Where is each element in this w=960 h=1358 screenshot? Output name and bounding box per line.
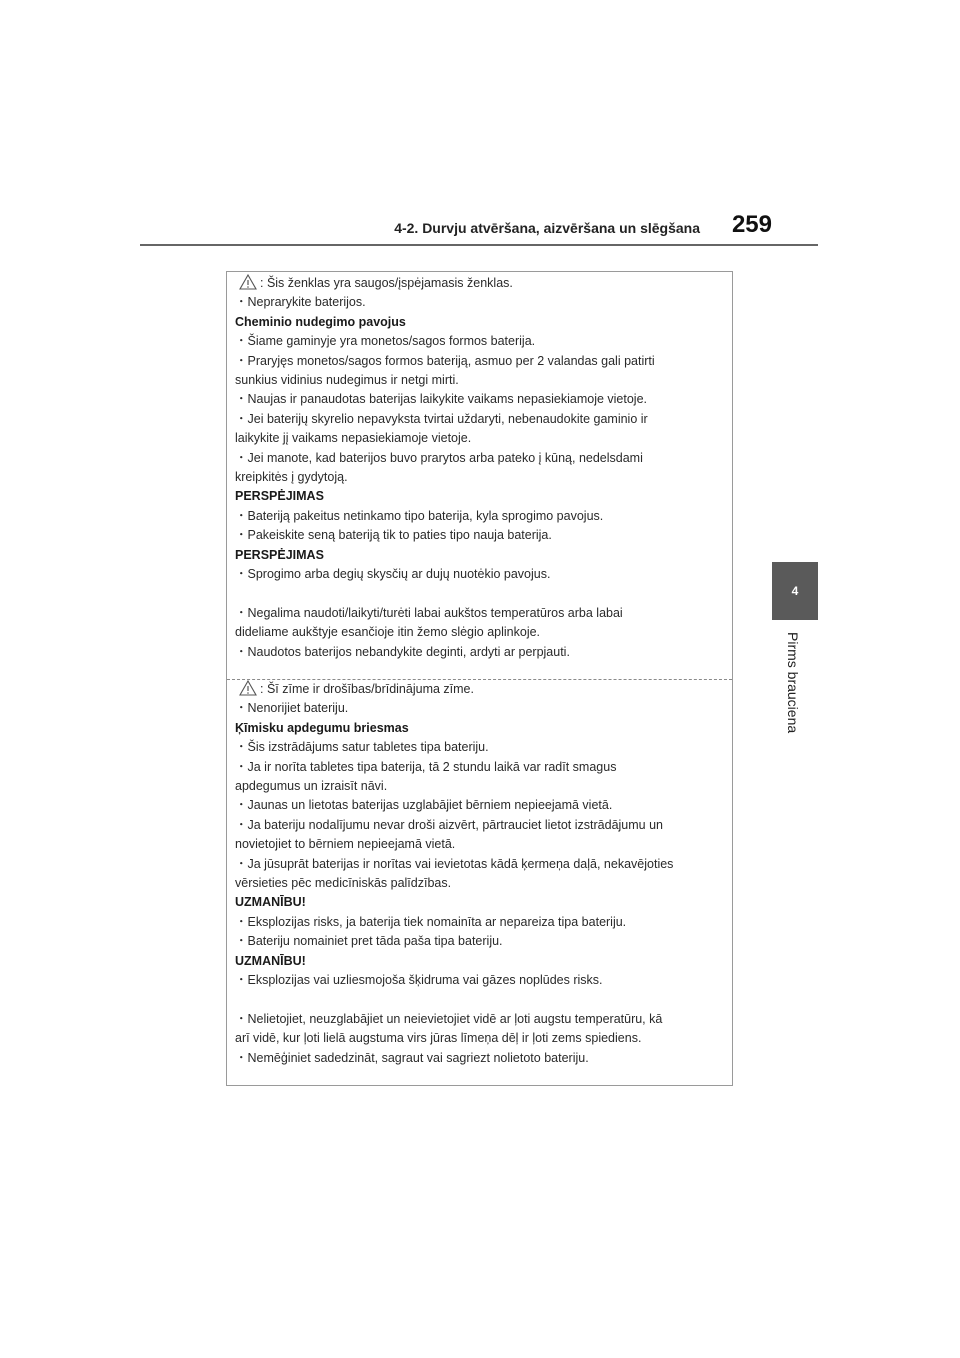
warning-block-lithuanian xyxy=(235,274,726,662)
warning-line-lv-4: ・Ja ir norīta tabletes tipa baterija, tā 2 stundu laikā var radīt smagus xyxy=(235,759,617,774)
warning-line-lt-0: : Šis ženklas yra saugos/įspėjamasis ženklas. xyxy=(235,274,726,293)
warning-line-lv-11: UZMANĪBU! xyxy=(235,895,306,910)
warning-line-lv-2: Ķīmisku apdegumu briesmas xyxy=(235,720,409,735)
warning-line-lt-8: laikykite jį vaikams nepasiekiamoje vietoje. xyxy=(235,431,472,446)
warning-line-lv-1: ・Nenorijiet bateriju. xyxy=(235,701,349,716)
warning-line-lt-18: ・Naudotos baterijos nebandykite deginti, ardyti ar perpjauti. xyxy=(235,644,570,659)
warning-line-lt-2: Cheminio nudegimo pavojus xyxy=(235,314,406,329)
warning-line-lt-13: ・Pakeiskite seną bateriją tik to paties tipo nauja baterija. xyxy=(235,528,552,543)
chapter-side-label xyxy=(783,632,803,742)
warning-line-lv-6: ・Jaunas un lietotas baterijas uzglabājiet bērniem nepieejamā vietā. xyxy=(235,798,613,813)
warning-line-lv-14: UZMANĪBU! xyxy=(235,953,306,968)
warning-line-lv-12: ・Eksplozijas risks, ja baterija tiek nomainīta ar nepareiza tipa bateriju. xyxy=(235,914,627,929)
warning-line-lv-0: : Šī zīme ir drošības/brīdinājuma zīme. xyxy=(235,680,726,699)
section-title: 4-2. Durvju atvēršana, aizvēršana un slēgšana xyxy=(394,220,700,236)
chapter-title: Pirms brauciena xyxy=(785,632,801,734)
warning-line-lt-4: ・Praryjęs monetos/sagos formos bateriją, asmuo per 2 valandas gali patirti xyxy=(235,353,655,368)
warning-line-lv-5: apdegumus un izraisīt nāvi. xyxy=(235,779,388,794)
warning-line-lt-6: ・Naujas ir panaudotas baterijas laikykite vaikams nepasiekiamoje vietoje. xyxy=(235,392,648,407)
warning-line-lt-16: ・Negalima naudoti/laikyti/turėti labai aukštos temperatūros arba labai xyxy=(235,605,623,620)
chapter-tab xyxy=(772,562,818,620)
warning-line-lv-17: arī vidē, kur ļoti lielā augstuma virs jūras līmeņa dēļ ir ļoti zems spiediens. xyxy=(235,1031,642,1046)
warning-line-lt-1: ・Neprarykite baterijos. xyxy=(235,295,366,310)
warning-line-lt-17: dideliame aukštyje esančioje itin žemo slėgio aplinkoje. xyxy=(235,625,541,640)
warning-line-lv-16: ・Nelietojiet, neuzglabājiet un neievietojiet vidē ar ļoti augstu temperatūru, kā xyxy=(235,1011,663,1026)
warning-line-lv-9: ・Ja jūsuprāt baterijas ir norītas vai ievietotas kādā ķermeņa daļā, nekavējoties xyxy=(235,856,674,871)
warning-line-lt-15: ・Sprogimo arba degių skysčių ar dujų nuotėkio pavojus. xyxy=(235,567,551,582)
warning-line-lt-3: ・Šiame gaminyje yra monetos/sagos formos baterija. xyxy=(235,334,536,349)
warning-line-lv-18: ・Nemēģiniet sadedzināt, sagraut vai sagriezt nolietoto bateriju. xyxy=(235,1050,589,1065)
warning-triangle-icon xyxy=(239,680,257,696)
warning-line-lt-11: PERSPĖJIMAS xyxy=(235,489,324,504)
page-header xyxy=(0,210,820,246)
warning-triangle-icon xyxy=(239,274,257,290)
warning-line-lt-9: ・Jei manote, kad baterijos buvo prarytos arba pateko į kūną, nedelsdami xyxy=(235,450,643,465)
warning-line-lv-10: vērsieties pēc medicīniskās palīdzības. xyxy=(235,876,452,891)
warning-line-lt-14: PERSPĖJIMAS xyxy=(235,547,324,562)
header-rule xyxy=(140,244,818,246)
warning-line-lt-7: ・Jei baterijų skyrelio nepavyksta tvirtai uždaryti, nebenaudokite gaminio ir xyxy=(235,411,648,426)
chapter-number: 4 xyxy=(791,584,799,598)
warning-block-latvian xyxy=(235,680,726,1068)
warning-line-lv-3: ・Šis izstrādājums satur tabletes tipa bateriju. xyxy=(235,740,489,755)
warning-line-lt-5: sunkius vidinius nudegimus ir netgi mirti. xyxy=(235,373,459,388)
warning-line-lv-8: novietojiet to bērniem nepieejamā vietā. xyxy=(235,837,456,852)
warning-line-lv-15: ・Eksplozijas vai uzliesmojoša šķidruma vai gāzes noplūdes risks. xyxy=(235,973,603,988)
warning-line-lt-10: kreipkitės į gydytoją. xyxy=(235,470,348,485)
battery-warning-notice xyxy=(226,271,733,1086)
page-number: 259 xyxy=(731,211,772,238)
warning-line-lv-13: ・Bateriju nomainiet pret tāda paša tipa bateriju. xyxy=(235,934,503,949)
warning-line-lv-7: ・Ja bateriju nodalījumu nevar droši aizvērt, pārtrauciet lietot izstrādājumu un xyxy=(235,817,663,832)
warning-line-lt-12: ・Bateriją pakeitus netinkamo tipo baterija, kyla sprogimo pavojus. xyxy=(235,508,604,523)
